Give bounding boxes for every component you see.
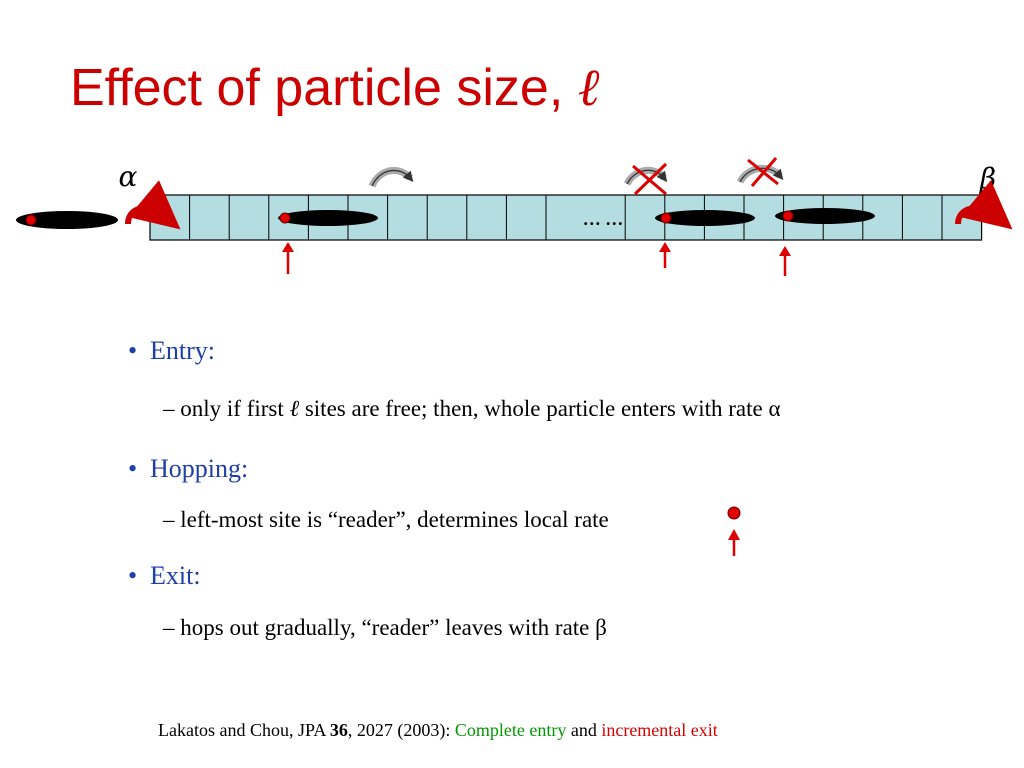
sub-entry-suffix: sites are free; then, whole particle enters with rate α [299, 396, 781, 421]
hop-arrow-allowed [372, 170, 410, 186]
lattice-ellipsis: … … [582, 209, 624, 229]
particle-outside-left [16, 211, 118, 229]
title-ell-symbol: ℓ [577, 60, 600, 117]
beta-symbol: β [979, 162, 997, 195]
citation-incremental-exit: incremental exit [601, 720, 718, 740]
reader-arrow-1 [282, 242, 294, 274]
bullet-hopping-label: Hopping: [150, 454, 249, 483]
title-text: Effect of particle size, [70, 59, 578, 117]
bullet-entry: • Entry: [128, 336, 215, 365]
sub-entry-prefix: – only if first [163, 396, 290, 421]
sub-exit [163, 615, 607, 641]
reader-arrow-2 [659, 242, 671, 268]
bullet-exit: • Exit: [128, 561, 201, 590]
particle-2 [655, 210, 755, 226]
sub-entry [163, 396, 781, 422]
tasep-lattice-diagram [0, 150, 1024, 290]
sub-hopping [163, 507, 609, 533]
bullet-exit-label: Exit: [150, 561, 201, 590]
reader-icon [722, 504, 752, 560]
slide-title [70, 58, 599, 118]
hop-arrow-blocked-1 [627, 164, 666, 194]
alpha-symbol: α [118, 160, 138, 193]
sub-exit-text: – hops out gradually, “reader” leaves with rate β [163, 615, 607, 640]
sub-entry-ell: ℓ [289, 396, 300, 421]
particle-3 [775, 208, 875, 224]
bullet-hopping: • Hopping: [128, 454, 249, 483]
citation-volume: 36 [329, 720, 348, 740]
hop-arrow-blocked-2 [740, 158, 780, 186]
reader-arrow-3 [779, 246, 791, 276]
citation-complete-entry: Complete entry [454, 720, 567, 740]
citation-authors: Lakatos and Chou, JPA [158, 720, 330, 740]
citation-rest: , 2027 (2003): [347, 720, 455, 740]
particle-1 [278, 210, 378, 226]
bullet-entry-label: Entry: [150, 336, 215, 365]
citation [158, 720, 718, 741]
citation-and: and [566, 720, 602, 740]
sub-hopping-text: – left-most site is “reader”, determines local rate [163, 507, 609, 532]
